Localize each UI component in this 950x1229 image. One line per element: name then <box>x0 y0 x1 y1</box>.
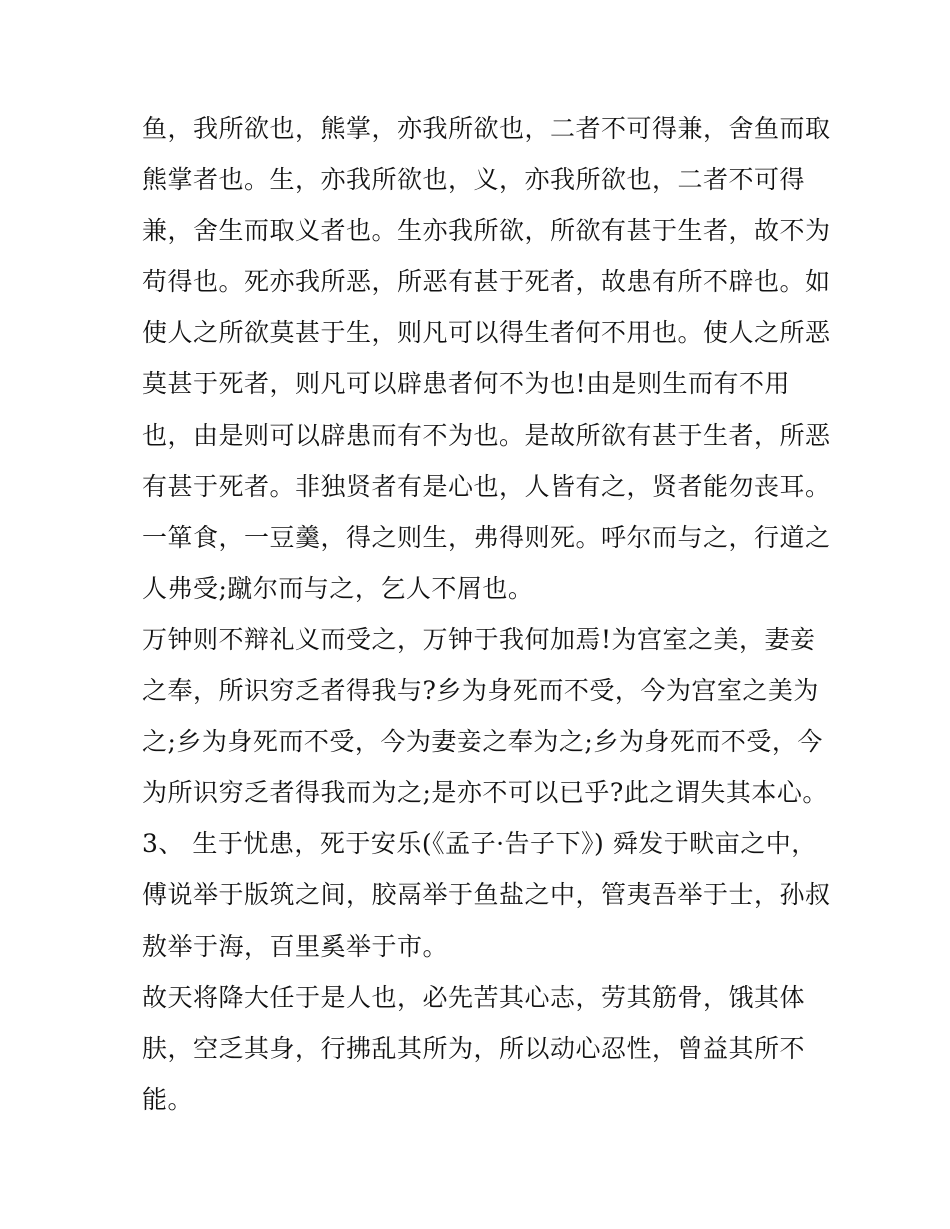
text-line: 故天将降大任于是人也，必先苦其心志，劳其筋骨，饿其体 <box>142 982 806 1012</box>
text-line: 兼，舍生而取义者也。生亦我所欲，所欲有甚于生者，故不为 <box>142 216 831 246</box>
text-line: 莫甚于死者，则凡可以辟患者何不为也!由是则生而有不用 <box>142 369 791 399</box>
text-line: 苟得也。死亦我所恶，所恶有甚于死者，故患有所不辟也。如 <box>142 267 831 297</box>
text-line: 傅说举于版筑之间，胶鬲举于鱼盐之中，管夷吾举于士，孙叔 <box>142 880 831 910</box>
text-line: 敖举于海，百里奚举于市。 <box>142 931 449 961</box>
text-line: 一箪食，一豆羹，得之则生，弗得则死。呼尔而与之，行道之 <box>142 522 831 552</box>
text-line: 之;乡为身死而不受，今为妻妾之奉为之;乡为身死而不受，今 <box>142 727 823 757</box>
text-line: 熊掌者也。生，亦我所欲也，义，亦我所欲也，二者不可得 <box>142 165 806 195</box>
text-line: 有甚于死者。非独贤者有是心也，人皆有之，贤者能勿丧耳。 <box>142 471 831 501</box>
text-line: 能。 <box>142 1084 194 1114</box>
body-text <box>142 103 832 1125</box>
text-line: 3、 生于忧患，死于安乐(《孟子·告子下》) 舜发于畎亩之中， <box>142 829 817 859</box>
text-line: 之奉，所识穷乏者得我与?乡为身死而不受，今为宫室之美为 <box>142 676 819 706</box>
text-line: 为所识穷乏者得我而为之;是亦不可以已乎?此之谓失其本心。 <box>142 778 828 808</box>
text-line: 万钟则不辩礼义而受之，万钟于我何加焉!为宫室之美，妻妾 <box>142 624 816 654</box>
text-line: 肤，空乏其身，行拂乱其所为，所以动心忍性，曾益其所不 <box>142 1033 806 1063</box>
text-line: 人弗受;蹴尔而与之，乞人不屑也。 <box>142 573 534 603</box>
text-line: 鱼，我所欲也，熊掌，亦我所欲也，二者不可得兼，舍鱼而取 <box>142 114 831 143</box>
text-line: 使人之所欲莫甚于生，则凡可以得生者何不用也。使人之所恶 <box>142 318 831 348</box>
text-line: 也，由是则可以辟患而有不为也。是故所欲有甚于生者，所恶 <box>142 420 831 450</box>
